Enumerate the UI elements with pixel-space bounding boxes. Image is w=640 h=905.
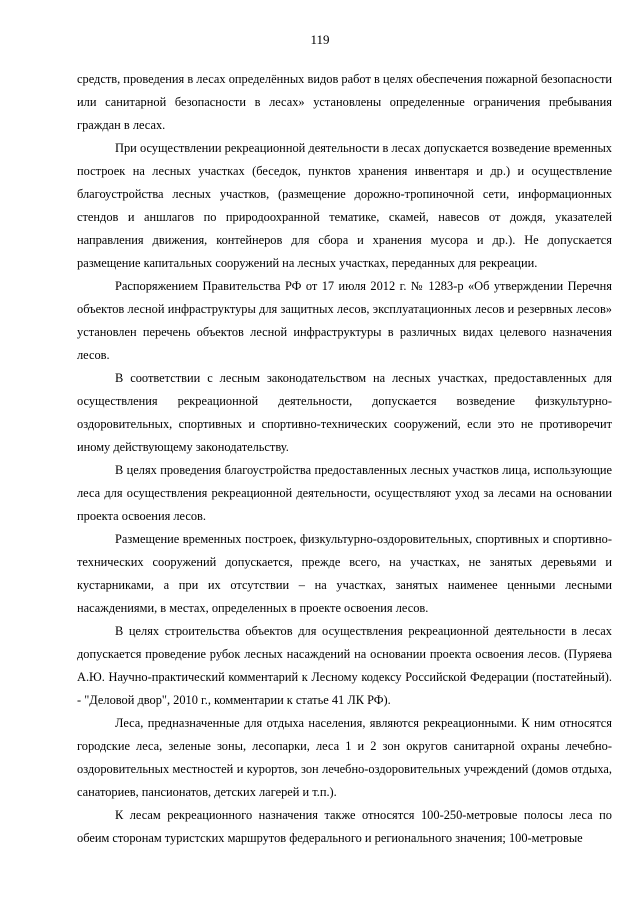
body-text: [77, 68, 612, 850]
paragraph: В целях строительства объектов для осуществления рекреационной деятельности в лесах допускается проведение рубок лесных насаждений на основании проекта освоения лесов. (Пуряева А.Ю. Научно-практический комментарий к Лесному кодексу Российской Федерации (постатейный). - "Деловой двор", 2010 г., комментарии к статье 41 ЛК РФ).: [77, 624, 612, 707]
paragraph: Размещение временных построек, физкультурно-оздоровительных, спортивных и спортивно-технических сооружений допускается, прежде всего, на участках, не занятых деревьями и кустарниками, а при их отсутствии – на участках, занятых наименее ценными лесными насаждениями, в местах, определенных в проекте освоения лесов.: [77, 532, 612, 615]
paragraph: При осуществлении рекреационной деятельности в лесах допускается возведение временных построек на лесных участках (беседок, пунктов хранения инвентаря и др.) и осуществление благоустройства лесных участков, (размещение дорожно-тропиночной сети, информационных стендов и аншлагов по природоохранной тематике, скамей, навесов от дождя, указателей направления движения, контейнеров для сбора и хранения мусора и др.). Не допускается размещение капитальных сооружений на лесных участках, переданных для рекреации.: [77, 141, 612, 270]
paragraph: средств, проведения в лесах определённых видов работ в целях обеспечения пожарной безопасности или санитарной безопасности в лесах» установлены определенные ограничения пребывания граждан в лесах.: [77, 72, 612, 132]
paragraph: В целях проведения благоустройства предоставленных лесных участков лица, использующие леса для осуществления рекреационной деятельности, осуществляют уход за лесами на основании проекта освоения лесов.: [77, 463, 612, 523]
page-number: 119: [310, 32, 330, 47]
paragraph: В соответствии с лесным законодательством на лесных участках, предоставленных для осуществления рекреационной деятельности, допускается возведение физкультурно-оздоровительных, спортивных и спортивно-технических сооружений, если это не противоречит иному действующему законодательству.: [77, 371, 612, 454]
paragraph: Леса, предназначенные для отдыха населения, являются рекреационными. К ним относятся городские леса, зеленые зоны, лесопарки, леса 1 и 2 зон округов санитарной охраны лечебно-оздоровительных местностей и курортов, зон лечебно-оздоровительных учреждений (домов отдыха, санаториев, пансионатов, детских лагерей и т.п.).: [77, 716, 612, 799]
paragraph: Распоряжением Правительства РФ от 17 июля 2012 г. № 1283-р «Об утверждении Перечня объектов лесной инфраструктуры для защитных лесов, эксплуатационных лесов и резервных лесов» установлен перечень объектов лесной инфраструктуры в различных видах целевого назначения лесов.: [77, 279, 612, 362]
paragraph: К лесам рекреационного назначения также относятся 100-250-метровые полосы леса по обеим сторонам туристских маршрутов федерального и регионального значения; 100-метровые: [77, 808, 612, 845]
